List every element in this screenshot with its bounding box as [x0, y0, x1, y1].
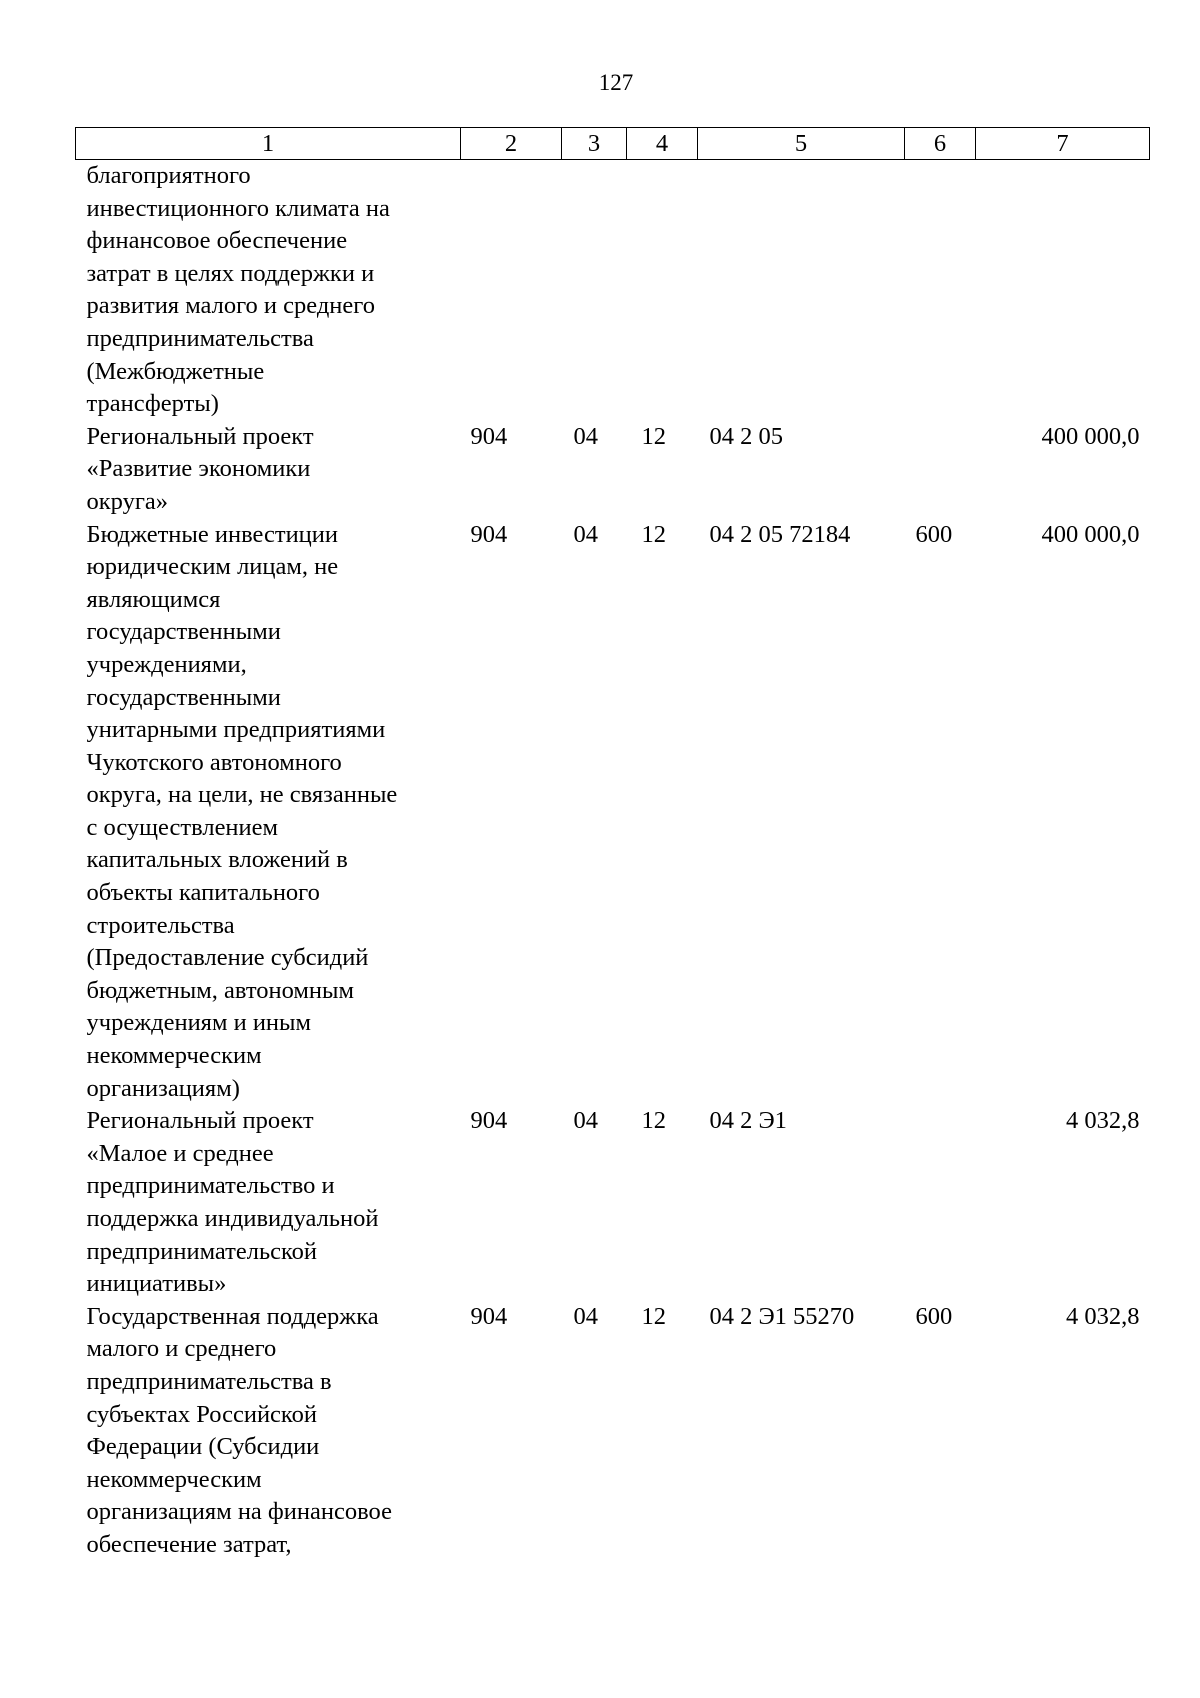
name-line: Региональный проект — [86, 422, 314, 450]
cell-gr — [461, 160, 562, 421]
name-line: капитальных вложений в — [86, 846, 348, 874]
name-line: являющимся — [86, 585, 221, 613]
name-line: некоммерческим — [86, 1465, 262, 1493]
name-line: предпринимательство и — [86, 1172, 335, 1200]
name-line: округа, на цели, не связанные — [86, 781, 398, 809]
name-line: юридическим лицам, не — [86, 553, 339, 581]
cell-vr: 600 — [915, 1302, 953, 1330]
cell-rz: 04 — [573, 1302, 598, 1330]
cell-name — [76, 519, 461, 1106]
table-row — [76, 1105, 1150, 1301]
cell-gr: 904 — [470, 1107, 508, 1135]
cell-rz — [562, 160, 627, 421]
name-line: трансферты) — [86, 390, 219, 418]
cell-vr: 600 — [915, 520, 953, 548]
header-row — [76, 128, 1150, 160]
cell-sum: 4 032,8 — [1066, 1107, 1140, 1135]
name-line: организациям на финансовое — [86, 1498, 392, 1526]
cell-gr: 904 — [470, 422, 508, 450]
cell-csr: 04 2 Э1 55270 — [709, 1302, 855, 1330]
cell-name — [76, 421, 461, 519]
cell-sum: 4 032,8 — [1066, 1302, 1140, 1330]
name-line: учреждениями, — [86, 650, 247, 678]
cell-pr — [627, 160, 698, 421]
name-line: объекты капитального — [86, 879, 320, 907]
name-line: «Развитие экономики — [86, 455, 311, 483]
name-line: предпринимательства — [86, 324, 314, 352]
cell-rz: 04 — [573, 1107, 598, 1135]
name-line: обеспечение затрат, — [86, 1530, 292, 1558]
page-number: 127 — [598, 70, 634, 95]
name-line: «Малое и среднее — [86, 1139, 274, 1167]
name-line: инициативы» — [86, 1270, 227, 1298]
name-line: Государственная поддержка — [86, 1302, 379, 1330]
header-col-4: 4 — [627, 128, 698, 160]
header-col-1: 1 — [76, 128, 461, 160]
cell-gr: 904 — [470, 1302, 508, 1330]
cell-sum: 400 000,0 — [1041, 422, 1140, 450]
name-line: Бюджетные инвестиции — [86, 520, 339, 548]
name-line: развития малого и среднего — [86, 292, 375, 320]
name-line: Региональный проект — [86, 1107, 314, 1135]
name-line: (Предоставление субсидий — [86, 944, 369, 972]
name-line: финансовое обеспечение — [86, 227, 348, 255]
name-line: Чукотского автономного — [86, 748, 342, 776]
cell-vr — [905, 421, 976, 519]
cell-vr — [905, 160, 976, 421]
name-line: бюджетным, автономным — [86, 976, 354, 1004]
table-row — [76, 160, 1150, 421]
header-col-3: 3 — [562, 128, 627, 160]
cell-name — [76, 1105, 461, 1301]
name-line: благоприятного — [86, 162, 251, 189]
cell-pr: 12 — [641, 422, 666, 450]
cell-pr: 12 — [641, 1107, 666, 1135]
cell-csr — [698, 160, 905, 421]
name-line: предпринимательской — [86, 1237, 318, 1265]
cell-pr: 12 — [641, 1302, 666, 1330]
cell-name — [76, 160, 461, 421]
name-line: унитарными предприятиями — [86, 716, 386, 744]
name-line: государственными — [86, 618, 281, 646]
table-row — [76, 1301, 1150, 1562]
cell-rz: 04 — [573, 422, 598, 450]
budget-table — [75, 127, 1150, 1562]
cell-csr: 04 2 Э1 — [709, 1107, 787, 1135]
table-header — [76, 128, 1150, 160]
name-line: организациям) — [86, 1074, 240, 1102]
name-line: поддержка индивидуальной — [86, 1205, 379, 1232]
name-line: учреждениям и иным — [86, 1009, 312, 1037]
cell-sum — [976, 160, 1150, 421]
cell-csr: 04 2 05 — [709, 422, 783, 450]
header-col-5: 5 — [698, 128, 905, 160]
header-col-6: 6 — [905, 128, 976, 160]
name-line: инвестиционного климата на — [86, 194, 390, 222]
name-line: малого и среднего — [86, 1335, 277, 1363]
cell-gr: 904 — [470, 520, 508, 548]
name-line: Федерации (Субсидии — [86, 1433, 320, 1461]
name-line: строительства — [86, 911, 235, 939]
name-line: (Межбюджетные — [86, 357, 265, 385]
cell-rz: 04 — [573, 520, 598, 548]
name-line: с осуществлением — [86, 813, 279, 841]
cell-vr — [905, 1105, 976, 1301]
name-line: субъектах Российской — [86, 1400, 317, 1428]
header-col-7: 7 — [976, 128, 1150, 160]
table-row — [76, 421, 1150, 519]
name-line: государственными — [86, 683, 281, 711]
name-line: округа» — [86, 487, 169, 515]
cell-csr: 04 2 05 72184 — [709, 520, 851, 548]
header-col-2: 2 — [461, 128, 562, 160]
cell-sum: 400 000,0 — [1041, 520, 1140, 548]
name-line: затрат в целях поддержки и — [86, 259, 375, 287]
name-line: предпринимательства в — [86, 1367, 332, 1395]
name-line: некоммерческим — [86, 1042, 262, 1070]
table-body — [76, 160, 1150, 1562]
cell-pr: 12 — [641, 520, 666, 548]
cell-name — [76, 1301, 461, 1562]
table-row — [76, 519, 1150, 1106]
